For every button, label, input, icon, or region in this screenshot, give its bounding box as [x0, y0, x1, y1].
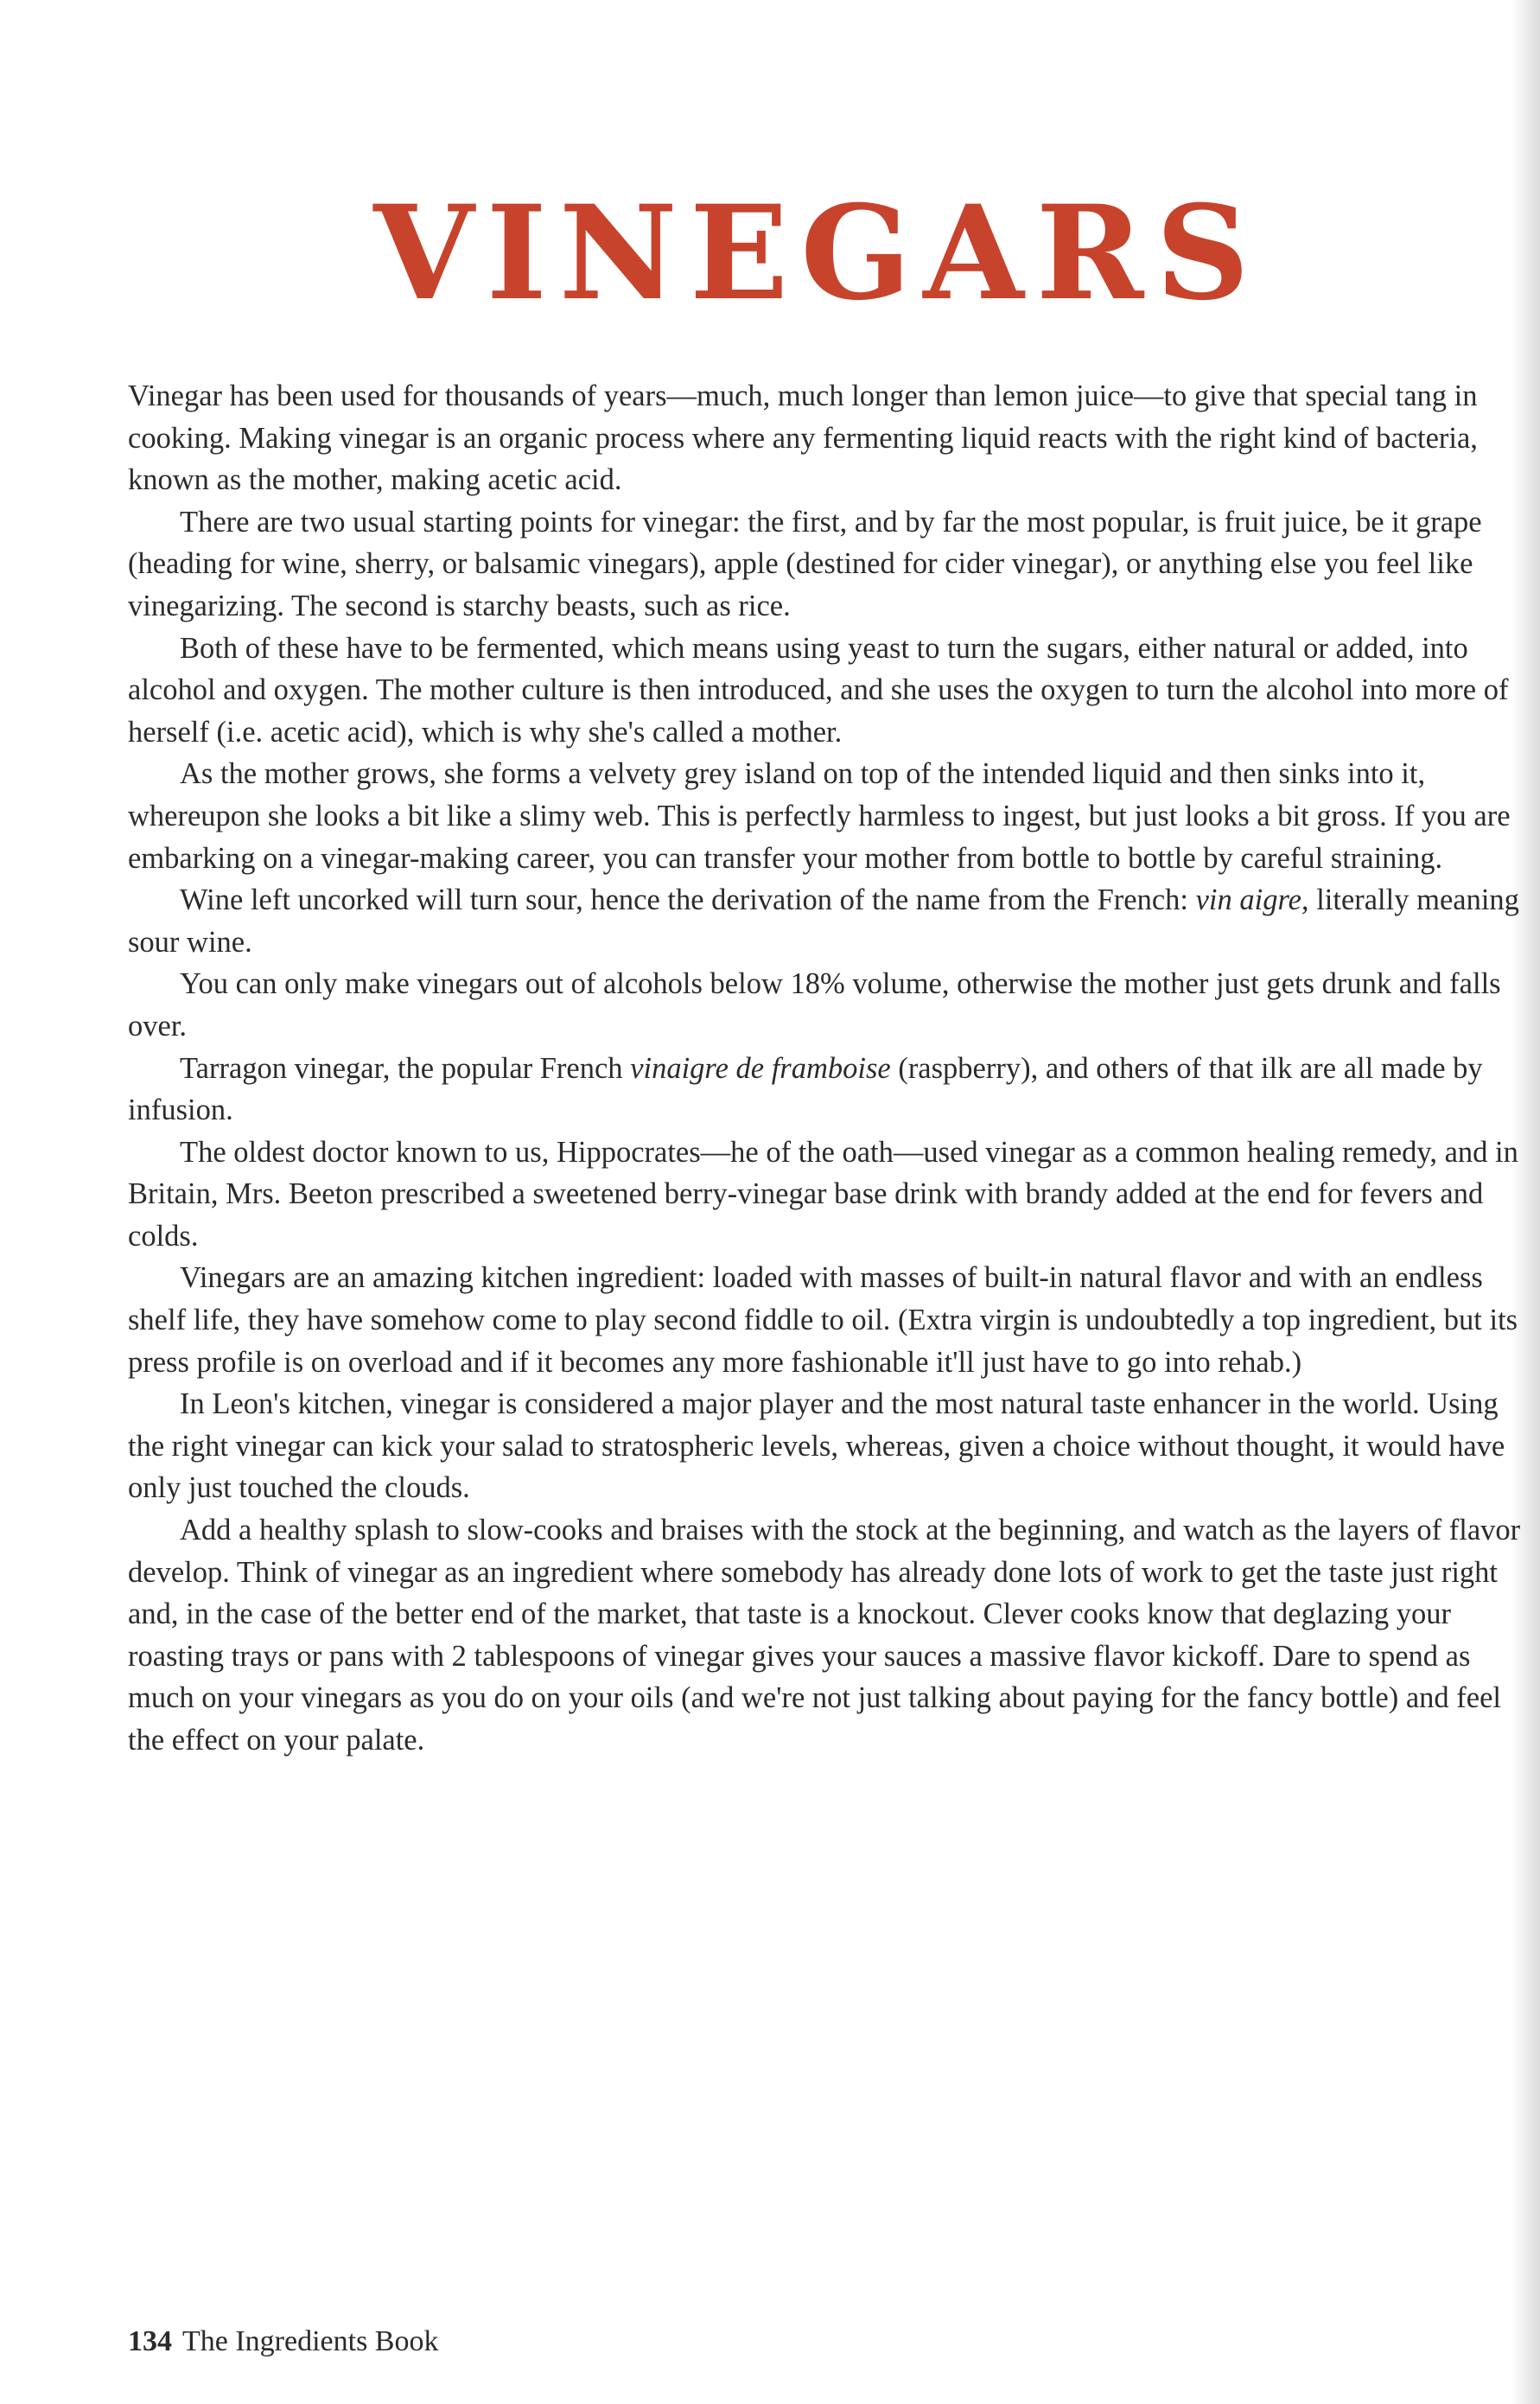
italic-term: vinaigre de framboise: [630, 1051, 891, 1085]
paragraph: Both of these have to be fermented, which means using yeast to turn the sugars, either natural or added, into alcohol and oxygen. The mother culture is then introduced, and she uses the oxygen to turn the alcohol into more of herself (i.e. acetic acid), which is why she's called a mother.: [128, 631, 1509, 749]
paragraph: You can only make vinegars out of alcohols below 18% volume, otherwise the mother just gets drunk and falls over.: [128, 967, 1501, 1043]
book-title: The Ingredients Book: [182, 2325, 439, 2357]
paragraph: As the mother grows, she forms a velvety grey island on top of the intended liquid and then sinks into it, whereupon she looks a bit like a slimy web. This is perfectly harmless to ingest, but just looks a bit gross. If you are embarking on a vinegar-making career, you can transfer your mother from bottle to bottle by careful straining.: [128, 757, 1511, 875]
article-body: [128, 375, 1521, 1762]
italic-term: vin aigre,: [1195, 883, 1309, 917]
paragraph: Vinegars are an amazing kitchen ingredient: loaded with masses of built-in natural flavor and with an endless shelf life, they have somehow come to play second fiddle to oil. (Extra virgin is undoubtedly a top ingredient, but its press profile is on overload and if it becomes any more fashionable it'll just have to go into rehab.): [128, 1261, 1518, 1379]
paragraph: Vinegar has been used for thousands of years—much, much longer than lemon juice—to give that special tang in cooking. Making vinegar is an organic process where any fermenting liquid reacts with the right kind of bacteria, known as the mother, making acetic acid.: [128, 379, 1478, 497]
paragraph: Add a healthy splash to slow-cooks and braises with the stock at the beginning, and watch as the layers of flavor develop. Think of vinegar as an ingredient where somebody has already done lots of work to get the taste just right and, in the case of the better end of the market, that taste is a knockout. Clever cooks know that deglazing your roasting trays or pans with 2 tablespoons of vinegar gives your sauces a massive flavor kickoff. Dare to spend as much on your vinegars as you do on your oils (and we're not just talking about paying for the fancy bottle) and feel the effect on your palate.: [128, 1514, 1521, 1757]
page-title: VINEGARS: [373, 177, 1262, 329]
paragraph: Wine left uncorked will turn sour, hence the derivation of the name from the French: vin aigre, literally meaning sour wine.: [128, 883, 1519, 959]
paragraph: In Leon's kitchen, vinegar is considered a major player and the most natural taste enhancer in the world. Using the right vinegar can kick your salad to stratospheric levels, whereas, given a choice without thought, it would have only just touched the clouds.: [128, 1387, 1505, 1505]
paragraph: Tarragon vinegar, the popular French vinaigre de framboise (raspberry), and others of that ilk are all made by infusion.: [128, 1051, 1483, 1127]
page-number: 134: [128, 2325, 172, 2357]
paragraph: There are two usual starting points for vinegar: the first, and by far the most popular, is fruit juice, be it grape (heading for wine, sherry, or balsamic vinegars), apple (destined for cider vinegar), or anything else you feel like vinegarizing. The second is starchy beasts, such as rice.: [128, 505, 1482, 622]
paragraph: The oldest doctor known to us, Hippocrates—he of the oath—used vinegar as a common healing remedy, and in Britain, Mrs. Beeton prescribed a sweetened berry-vinegar base drink with brandy added at the end for fevers and colds.: [128, 1135, 1518, 1253]
page-footer: [128, 2325, 439, 2358]
